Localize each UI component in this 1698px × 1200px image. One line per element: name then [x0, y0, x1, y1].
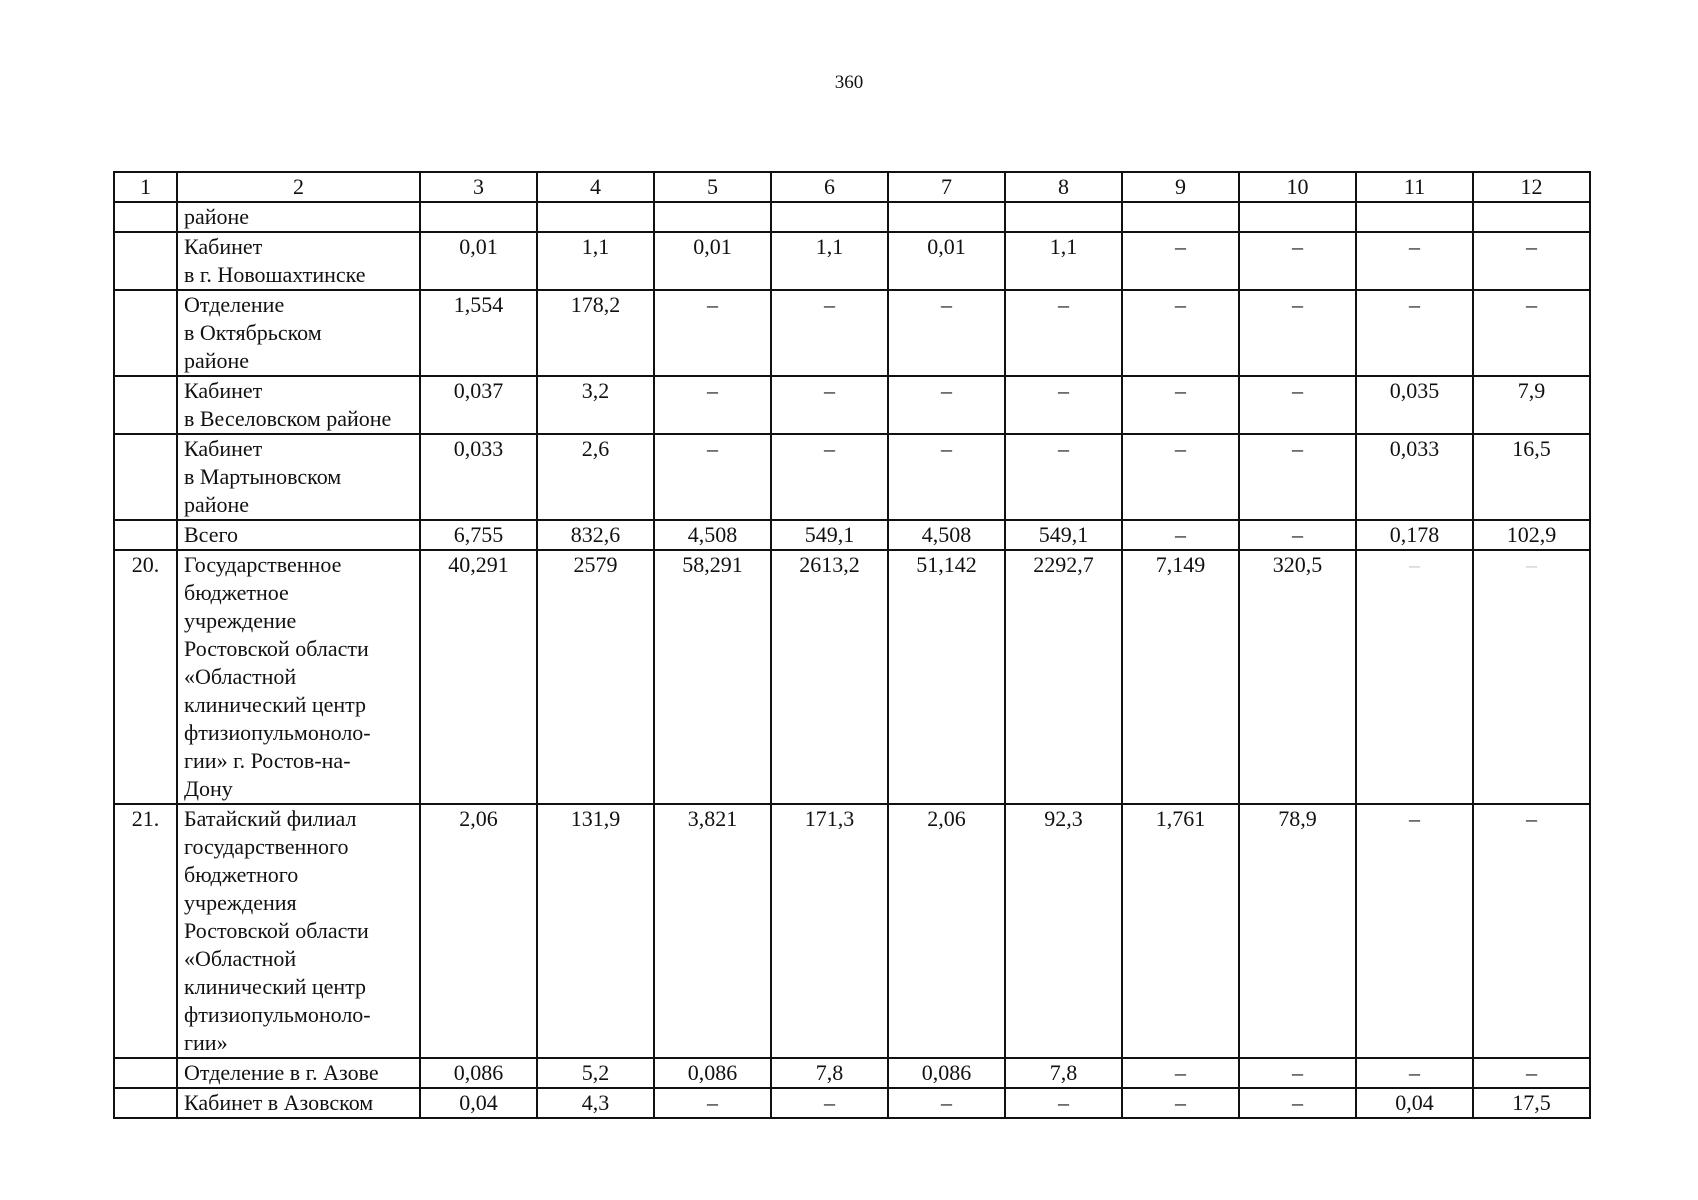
table-cell: –	[1239, 232, 1356, 290]
page-number: 360	[834, 72, 864, 93]
table-cell	[654, 202, 771, 232]
table-cell: –	[654, 290, 771, 376]
table-cell: 2,06	[420, 804, 537, 1058]
column-number: 10	[1239, 172, 1356, 202]
column-number: 11	[1356, 172, 1473, 202]
table-cell: –	[1239, 1058, 1356, 1088]
table-cell: 92,3	[1005, 804, 1122, 1058]
table-cell	[1473, 202, 1590, 232]
table-cell: 0,01	[888, 232, 1005, 290]
table-cell: –	[888, 290, 1005, 376]
column-number: 9	[1122, 172, 1239, 202]
table-cell	[537, 202, 654, 232]
column-number-row	[114, 172, 1590, 202]
table-cell: –	[1473, 232, 1590, 290]
table-cell: 171,3	[771, 804, 888, 1058]
table-cell: –	[1122, 376, 1239, 434]
row-index	[114, 376, 177, 434]
table-cell: –	[1122, 520, 1239, 550]
row-index: 21.	[114, 804, 177, 1058]
table-cell: –	[1473, 550, 1590, 804]
table-cell: –	[1122, 232, 1239, 290]
column-number: 4	[537, 172, 654, 202]
column-number: 5	[654, 172, 771, 202]
table-cell: 549,1	[771, 520, 888, 550]
table-cell: 0,01	[654, 232, 771, 290]
table-cell: –	[1239, 290, 1356, 376]
table-cell: 1,761	[1122, 804, 1239, 1058]
table-cell: 2,6	[537, 434, 654, 520]
data-table	[113, 171, 1591, 1119]
row-index	[114, 434, 177, 520]
table-cell: 0,04	[420, 1088, 537, 1118]
table-cell: 2579	[537, 550, 654, 804]
table-cell: 0,033	[420, 434, 537, 520]
table-cell	[1005, 202, 1122, 232]
table-row	[114, 550, 1590, 804]
table-cell: –	[1356, 804, 1473, 1058]
table-cell	[888, 202, 1005, 232]
table-cell: –	[1239, 376, 1356, 434]
row-index	[114, 1058, 177, 1088]
table-cell: –	[1005, 376, 1122, 434]
row-index: 20.	[114, 550, 177, 804]
table-cell: 3,821	[654, 804, 771, 1058]
table-cell: 0,037	[420, 376, 537, 434]
table-cell: –	[654, 376, 771, 434]
table-cell: 0,035	[1356, 376, 1473, 434]
table-cell: 7,8	[1005, 1058, 1122, 1088]
row-name: Всего	[177, 520, 420, 550]
table-row	[114, 1058, 1590, 1088]
column-number: 8	[1005, 172, 1122, 202]
table-row	[114, 290, 1590, 376]
table-cell: –	[654, 1088, 771, 1118]
row-name: Кабинет в г. Новошахтинске	[177, 232, 420, 290]
table-row	[114, 1088, 1590, 1118]
column-number: 6	[771, 172, 888, 202]
column-number: 12	[1473, 172, 1590, 202]
table-cell: –	[888, 1088, 1005, 1118]
row-name: районе	[177, 202, 420, 232]
table-cell	[1122, 202, 1239, 232]
table-cell: –	[888, 434, 1005, 520]
table-cell: –	[1473, 804, 1590, 1058]
table-cell: 3,2	[537, 376, 654, 434]
table-cell: 4,508	[888, 520, 1005, 550]
table-cell: –	[1122, 290, 1239, 376]
table-cell: 549,1	[1005, 520, 1122, 550]
table-cell: 2613,2	[771, 550, 888, 804]
table-cell: 6,755	[420, 520, 537, 550]
table-row	[114, 804, 1590, 1058]
column-number: 1	[114, 172, 177, 202]
table-cell: –	[1356, 290, 1473, 376]
table-cell: 178,2	[537, 290, 654, 376]
row-index	[114, 290, 177, 376]
table-cell	[771, 202, 888, 232]
row-name: Государственное бюджетное учреждение Ростовской области «Областной клинический центр фтизиопульмоноло- гии» г. Ростов-на- Дону	[177, 550, 420, 804]
table-cell: 0,178	[1356, 520, 1473, 550]
table-cell	[1356, 202, 1473, 232]
table-cell: 2,06	[888, 804, 1005, 1058]
table-cell: –	[888, 376, 1005, 434]
table-row	[114, 376, 1590, 434]
table-cell: 320,5	[1239, 550, 1356, 804]
table-cell: –	[771, 376, 888, 434]
table-cell: –	[1005, 434, 1122, 520]
column-number: 7	[888, 172, 1005, 202]
table-cell: 0,086	[654, 1058, 771, 1088]
row-name: Кабинет в Азовском	[177, 1088, 420, 1118]
table-cell: –	[1356, 1058, 1473, 1088]
table-cell: –	[1473, 290, 1590, 376]
table-cell: 51,142	[888, 550, 1005, 804]
table-row	[114, 202, 1590, 232]
table-cell: 1,1	[537, 232, 654, 290]
row-name: Отделение в Октябрьском районе	[177, 290, 420, 376]
table-cell: –	[654, 434, 771, 520]
table-cell: 0,033	[1356, 434, 1473, 520]
table-cell: 2292,7	[1005, 550, 1122, 804]
row-name: Кабинет в Мартыновском районе	[177, 434, 420, 520]
table-cell: –	[1122, 434, 1239, 520]
table-cell: –	[1239, 520, 1356, 550]
table-cell: 58,291	[654, 550, 771, 804]
table-cell: –	[1356, 550, 1473, 804]
row-index	[114, 520, 177, 550]
table-cell: 78,9	[1239, 804, 1356, 1058]
row-name: Отделение в г. Азове	[177, 1058, 420, 1088]
table-row	[114, 232, 1590, 290]
row-name: Батайский филиал государственного бюджетного учреждения Ростовской области «Областной клинический центр фтизиопульмоноло- гии»	[177, 804, 420, 1058]
table-cell: –	[1473, 1058, 1590, 1088]
table-cell: –	[1239, 434, 1356, 520]
table-cell: 0,01	[420, 232, 537, 290]
table-cell: –	[771, 1088, 888, 1118]
row-index	[114, 232, 177, 290]
table-cell	[420, 202, 537, 232]
column-number: 3	[420, 172, 537, 202]
table-cell	[1239, 202, 1356, 232]
column-number: 2	[177, 172, 420, 202]
table-cell: –	[1122, 1058, 1239, 1088]
table-cell: 4,3	[537, 1088, 654, 1118]
table-cell: 1,1	[1005, 232, 1122, 290]
row-index	[114, 1088, 177, 1118]
table-row	[114, 520, 1590, 550]
table-cell: 7,149	[1122, 550, 1239, 804]
table-cell: 102,9	[1473, 520, 1590, 550]
row-index	[114, 202, 177, 232]
table-cell: –	[1005, 1088, 1122, 1118]
table-cell: 131,9	[537, 804, 654, 1058]
table-cell: 16,5	[1473, 434, 1590, 520]
table-cell: –	[771, 290, 888, 376]
table-cell: 1,1	[771, 232, 888, 290]
table-cell: –	[1239, 1088, 1356, 1118]
table-cell: 5,2	[537, 1058, 654, 1088]
table-cell: 0,086	[420, 1058, 537, 1088]
table-cell: 0,04	[1356, 1088, 1473, 1118]
table-cell: 40,291	[420, 550, 537, 804]
table-cell: 1,554	[420, 290, 537, 376]
table-cell: 832,6	[537, 520, 654, 550]
table-cell: 0,086	[888, 1058, 1005, 1088]
table-cell: 4,508	[654, 520, 771, 550]
table-cell: 7,8	[771, 1058, 888, 1088]
row-name: Кабинет в Веселовском районе	[177, 376, 420, 434]
table-row	[114, 434, 1590, 520]
table-cell: –	[771, 434, 888, 520]
table-cell: –	[1005, 290, 1122, 376]
table-cell: 17,5	[1473, 1088, 1590, 1118]
table-cell: 7,9	[1473, 376, 1590, 434]
table-cell: –	[1356, 232, 1473, 290]
table-cell: –	[1122, 1088, 1239, 1118]
